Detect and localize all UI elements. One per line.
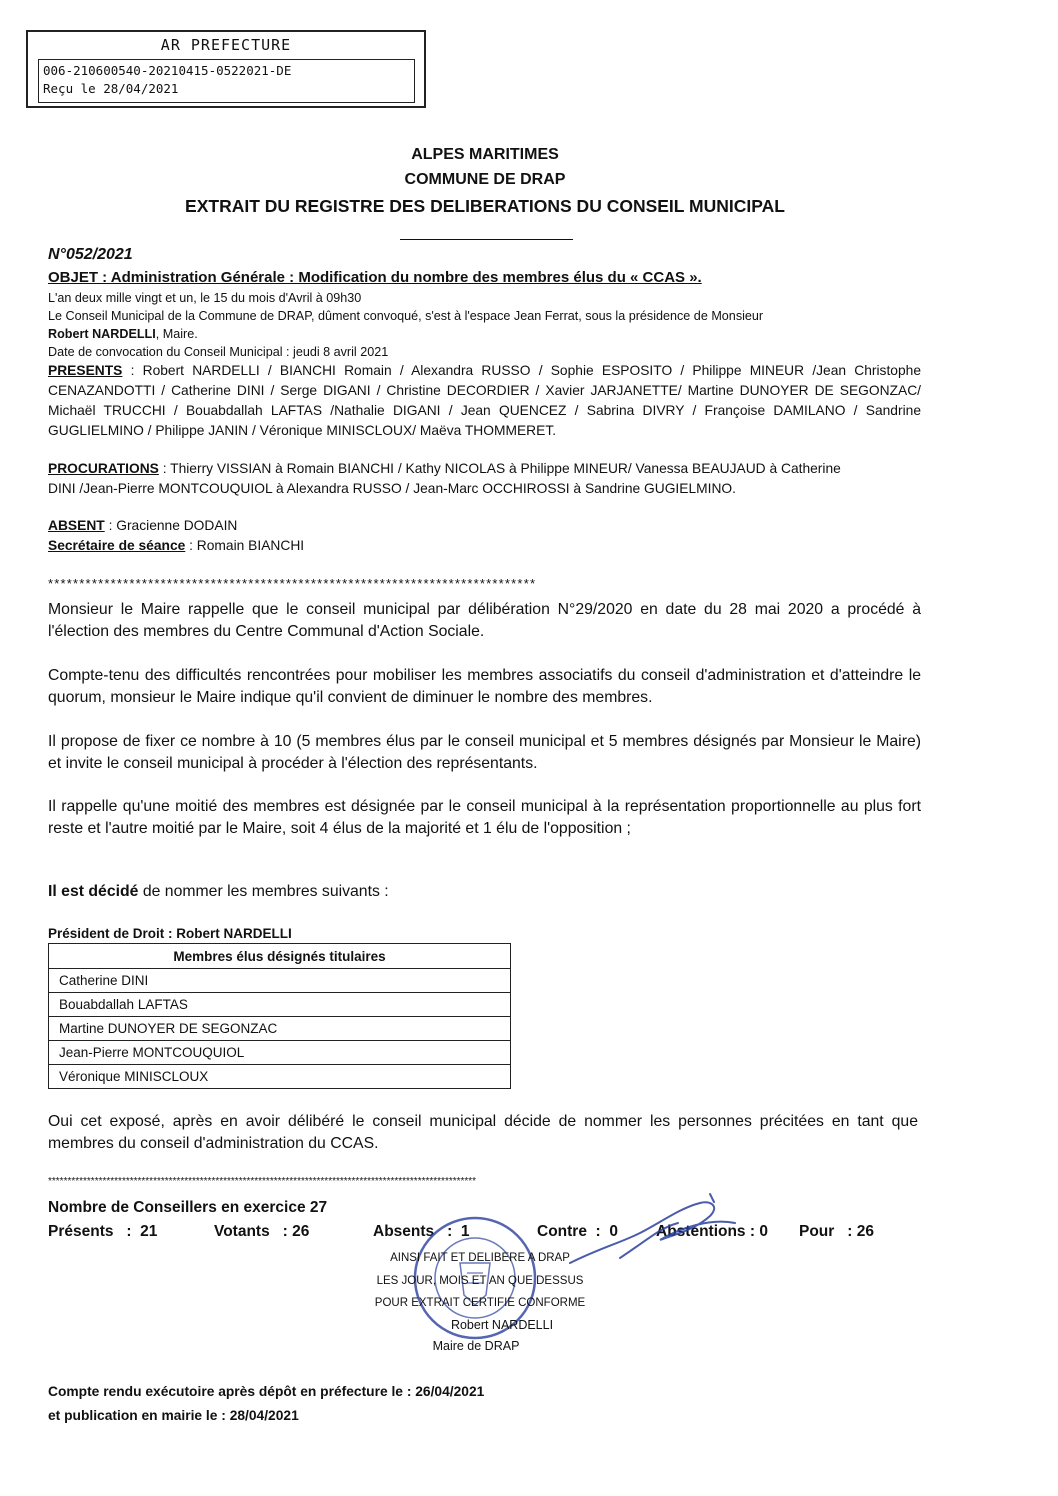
president-of-right: Président de Droit : Robert NARDELLI xyxy=(48,926,292,941)
presents-text: : Robert NARDELLI / BIANCHI Romain / Alexandra RUSSO / Sophie ESPOSITO / Philippe MINEUR /Jean Christophe CENAZANDOTTI / Catherine DINI / Serge DIGANI / Christine DECORDIER / Xavier JARJANETTE/ Martine DUNOYER DE SEGONZAC/ Michaël TRUCCHI / Bouabdallah LAFTAS /Nathalie DIGANI / Jean QUENCEZ / Sabrina DIVRY / Françoise DAMILANO / Sandrine GUGLIELMINO / Philippe JANIN / Véronique MINISCLOUX/ Maëva THOMMERET. xyxy=(48,363,921,438)
table-row xyxy=(49,1041,511,1065)
tally-votants: Votants : 26 xyxy=(214,1223,310,1240)
separator-stars: ****************************************************************************** xyxy=(48,576,537,591)
council-convened: Le Conseil Municipal de la Commune de DRAP, dûment convoqué, s'est à l'espace Jean Ferrat, sous la présidence de Monsieur xyxy=(48,309,764,323)
member-cell: Jean-Pierre MONTCOUQUIOL xyxy=(49,1041,511,1065)
members-table xyxy=(48,943,511,1089)
president-name: Robert NARDELLI xyxy=(48,327,156,341)
tally-absents: Absents : 1 xyxy=(373,1223,470,1240)
signature-line-3: POUR EXTRAIT CERTIFIE CONFORME xyxy=(374,1297,586,1309)
stamp-reference-box xyxy=(38,59,415,103)
deliberation-number: N°052/2021 xyxy=(48,246,133,263)
prefecture-stamp xyxy=(26,30,426,108)
paragraph-designation-rule: Il rappelle qu'une moitié des membres est désignée par le conseil municipal à la représentation proportionnelle au plus fort reste et l'autre moitié par le Maire, soit 4 élus de la majorité et 1 élu de l'opposition ; xyxy=(48,798,921,837)
table-row xyxy=(49,993,511,1017)
member-cell: Catherine DINI xyxy=(49,969,511,993)
member-cell: Bouabdallah LAFTAS xyxy=(49,993,511,1017)
presidency-suffix: , Maire. xyxy=(155,327,198,341)
absent-label: ABSENT xyxy=(48,518,105,533)
procurations-text: : Thierry VISSIAN à Romain BIANCHI / Kathy NICOLAS à Philippe MINEUR/ Vanessa BEAUJAUD à Catherine DINI /Jean-Pierre MONTCOUQUIOL à Alexandra RUSSO / Jean-Marc OCCHIROSSI à Sandrine GUGIELMINO. xyxy=(48,461,841,496)
signature-icon xyxy=(560,1188,760,1278)
table-row xyxy=(49,969,511,993)
paragraph-difficulties: Compte-tenu des difficultés rencontrées pour mobiliser les membres associatifs du conseil d'administration et d'atteindre le quorum, monsieur le Maire indique qu'il convient de diminuer le nombre des membres. xyxy=(48,667,921,706)
paragraph-recall: Monsieur le Maire rappelle que le conseil municipal par délibération N°29/2020 en date du 28 mai 2020 a procédé à l'élection des membres du Centre Communal d'Action Sociale. xyxy=(48,601,921,640)
presents-label: PRESENTS xyxy=(48,363,123,378)
absent-text: : Gracienne DODAIN xyxy=(104,518,238,533)
paragraph-proposal: Il propose de fixer ce nombre à 10 (5 membres élus par le conseil municipal et 5 membres désignés par Monsieur le Maire) et invite le conseil municipal à procéder à l'élection des représentants. xyxy=(48,733,921,772)
tally-pour: Pour : 26 xyxy=(799,1223,874,1240)
header-department: ALPES MARITIMES xyxy=(411,146,559,163)
procurations-label: PROCURATIONS xyxy=(48,461,159,476)
decision-bold: Il est décidé xyxy=(48,883,139,900)
paragraph-conclusion: Oui cet exposé, après en avoir délibéré le conseil municipal décide de nommer les personnes précitées en tant que membres du conseil d'administration du CCAS. xyxy=(48,1113,918,1152)
secretary-line xyxy=(48,538,304,553)
signature-line-2: LES JOUR, MOIS ET AN QUE DESSUS xyxy=(376,1275,584,1287)
tally-presents: Présents : 21 xyxy=(48,1223,158,1240)
tally-abstentions: Abstentions : 0 xyxy=(656,1223,768,1240)
secretary-label: Secrétaire de séance xyxy=(48,538,186,553)
table-header-row xyxy=(49,944,511,969)
member-cell: Martine DUNOYER DE SEGONZAC xyxy=(49,1017,511,1041)
signature-title: Maire de DRAP xyxy=(432,1339,520,1353)
footer-executory: Compte rendu exécutoire après dépôt en préfecture le : 26/04/2021 xyxy=(48,1384,485,1399)
members-table-wrapper xyxy=(48,943,511,1089)
council-presidency xyxy=(48,325,198,343)
stamp-title: AR PREFECTURE xyxy=(160,36,292,54)
decision-line xyxy=(48,881,389,903)
tally-contre: Contre : 0 xyxy=(537,1223,618,1240)
header-commune: COMMUNE DE DRAP xyxy=(404,171,566,188)
table-row xyxy=(49,1065,511,1089)
header-divider xyxy=(400,239,573,240)
stamp-received-date: Reçu le 28/04/2021 xyxy=(43,81,179,96)
decision-rest: de nommer les membres suivants : xyxy=(138,883,389,900)
footer-publication: et publication en mairie le : 28/04/2021 xyxy=(48,1408,299,1423)
convocation-date: Date de convocation du Conseil Municipal : jeudi 8 avril 2021 xyxy=(48,345,389,359)
table-row xyxy=(49,1017,511,1041)
session-date: L'an deux mille vingt et un, le 15 du mois d'Avril à 09h30 xyxy=(48,291,362,305)
presents-list xyxy=(48,361,921,441)
member-cell: Véronique MINISCLOUX xyxy=(49,1065,511,1089)
stamp-reference: 006-210600540-20210415-0522021-DE xyxy=(43,63,292,78)
procurations-list xyxy=(48,459,848,498)
header-title: EXTRAIT DU REGISTRE DES DELIBERATIONS DU CONSEIL MUNICIPAL xyxy=(185,196,785,216)
deliberation-object: OBJET : Administration Générale : Modification du nombre des membres élus du « CCAS ». xyxy=(48,269,702,286)
signature-line-1: AINSI FAIT ET DELIBERE A DRAP xyxy=(390,1252,570,1264)
secretary-text: : Romain BIANCHI xyxy=(185,538,305,553)
absent-line xyxy=(48,518,237,533)
councillors-in-office: Nombre de Conseillers en exercice 27 xyxy=(48,1199,328,1216)
table-header: Membres élus désignés titulaires xyxy=(49,944,511,969)
signature-name: Robert NARDELLI xyxy=(450,1318,554,1332)
separator-stars-2: ************************************************************************************************************** xyxy=(48,1176,477,1187)
